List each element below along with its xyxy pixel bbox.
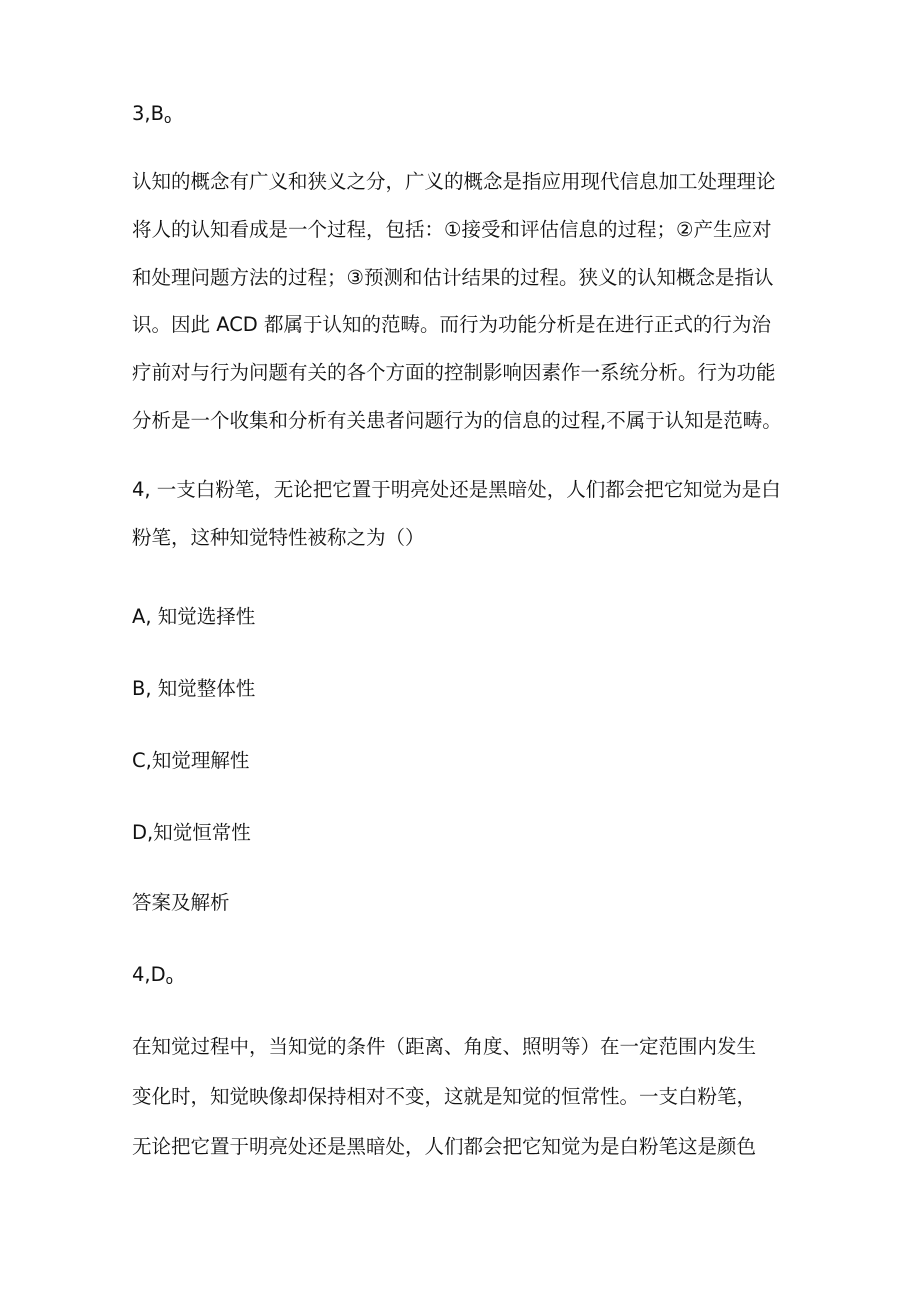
q4-answer-suffix: o [165, 973, 173, 987]
q4-answer-text: 4,D [132, 963, 166, 986]
option-d: D,知觉恒常性 [132, 821, 251, 844]
q3-explanation-line: 认知的概念有广义和狭义之分，广义的概念是指应用现代信息加工处理理论 [132, 170, 776, 193]
q3-explanation-line: 和处理问题方法的过程；③预测和估计结果的过程。狭义的认知概念是指认 [132, 266, 774, 289]
option-a: A, 知觉选择性 [132, 605, 256, 628]
q3-answer-text: 3,B [132, 102, 164, 125]
q4-explanation-line: 无论把它置于明亮处还是黑暗处，人们都会把它知觉为是白粉笔这是颜色 [132, 1135, 757, 1158]
q4-explanation-line: 在知觉过程中，当知觉的条件（距离、角度、照明等）在一定范围内发生 [132, 1035, 757, 1058]
q3-answer-suffix: o [163, 112, 172, 126]
answer-heading: 答案及解析 [132, 891, 230, 914]
q4-answer [132, 963, 173, 992]
q3-explanation-line: 将人的认知看成是一个过程，包括：①接受和评估信息的过程；②产生应对 [132, 218, 772, 241]
q3-explanation-line: 识。因此 ACD 都属于认知的范畴。而行为功能分析是在进行正式的行为治 [132, 313, 772, 336]
q4-question-line: 4, 一支白粉笔，无论把它置于明亮处还是黑暗处，人们都会把它知觉为是白 [132, 478, 781, 501]
option-b: B, 知觉整体性 [132, 677, 256, 700]
option-c: C,知觉理解性 [132, 749, 250, 772]
q3-answer [132, 102, 171, 131]
q4-question-line: 粉笔，这种知觉特性被称之为（） [132, 526, 425, 549]
q3-explanation-line: 疗前对与行为问题有关的各个方面的控制影响因素作一系统分析。行为功能 [132, 361, 776, 384]
q4-explanation-line: 变化时，知觉映像却保持相对不变，这就是知觉的恒常性。一支白粉笔， [132, 1085, 757, 1108]
q3-explanation-line: 分析是一个收集和分析有关患者问题行为的信息的过程,不属于认知是范畴。 [132, 409, 782, 432]
